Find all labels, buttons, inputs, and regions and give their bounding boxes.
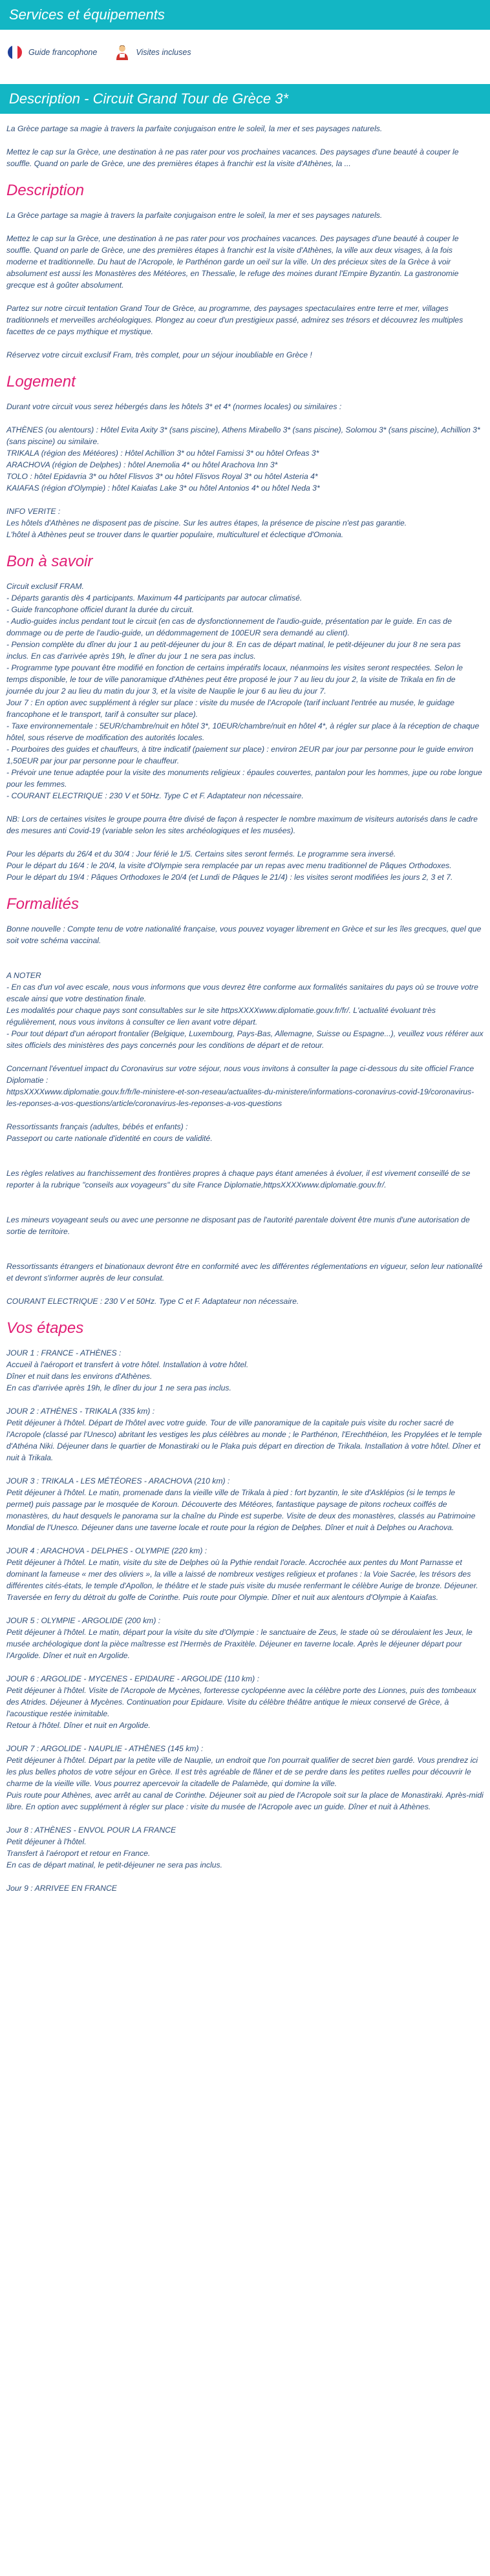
description-p3: Partez sur notre circuit tentation Grand Tour de Grèce, au programme, des paysages spectaculaires entre terre et mer, villages traditionnels et merveilles archéologiques. Plongez au coeur d'un prestigieux passé, admirez ses trésors et découvrez les multiples facettes de ce pays mythique et mystique. (6, 304, 463, 336)
bas-nb: NB: Lors de certaines visites le groupe pourra être divisé de façon à respecter le nombre maximum de visiteurs autorisés dans le cadre des mesures anti Covid-19 (variable selon les sites archéologiques et les musées). (6, 814, 478, 835)
bas-line: - Prévoir une tenue adaptée pour la visite des monuments religieux : épaules couvertes, pantalon pour les hommes, jupe ou robe longue pour les femmes. (6, 768, 482, 789)
day-line: Petit déjeuner à l'hôtel. Départ par la petite ville de Nauplie, un endroit que l'on pourrait qualifier de secret bien gardé. Vous prendrez ici les plus belles photos de votre séjour en Grèce. Il est très agréable de flâner et de se perdre dans les petites ruelles pour découvrir le charme de la vieille ville. Vous pourrez apercevoir la citadelle de Palamède, qui domine la ville. (6, 1756, 478, 1788)
services-title: Services et équipements (9, 6, 165, 23)
description-heading: Description (6, 182, 85, 199)
bon-a-savoir-section (0, 552, 490, 883)
bas-line: - Pension complète du dîner du jour 1 au petit-déjeuner du jour 8. En cas de départ matinal, le petit-déjeuner du jour 8 ne sera pas inclus. En cas d'arrivée après 19h, le dîner du jour 1 ne sera pas inclus. (6, 640, 461, 661)
day-title: JOUR 5 : OLYMPIE - ARGOLIDE (200 km) : (6, 1616, 161, 1625)
bas-date: Pour le départ du 16/4 : le 20/4, la visite d'Olympie sera remplacée par un repas avec menu traditionnel de Pâques Orthodoxes. (6, 861, 452, 870)
bon-a-savoir-heading: Bon à savoir (6, 553, 93, 570)
logement-intro: Durant votre circuit vous serez hébergés dans les hôtels 3* et 4* (normes locales) ou similaires : (6, 402, 342, 411)
bas-line: Circuit exclusif FRAM. (6, 582, 84, 591)
note-p1: - En cas d'un vol avec escale, nous vous informons que vous devrez être conforme aux formalités sanitaires du pays où se trouve votre escale ainsi que votre destination finale. (6, 983, 478, 1003)
formalites-heading: Formalités (6, 895, 80, 913)
note-p2: Les modalités pour chaque pays sont consultables sur le site httpsXXXXwww.diplomatie.gouv.fr/fr/. L'actualité évoluant très régulièrement, nous vous invitons à consulter ce lien avant votre départ. (6, 1006, 436, 1027)
note-p3: - Pour tout départ d'un aéroport frontalier (Belgique, Luxembourg, Pays-Bas, Allemagne, Suisse ou Espagne...), veuillez vous référer aux sites officiels des ministères des pays concernés pour les conditions de départ et de retour. (6, 1029, 484, 1050)
logement-heading: Logement (6, 373, 76, 390)
logement-line: ARACHOVA (région de Delphes) : hôtel Anemolia 4* ou hôtel Arachova Inn 3* (6, 460, 278, 469)
intro-p1: La Grèce partage sa magie à travers la parfaite conjugaison entre le soleil, la mer et ses paysages naturels. (6, 124, 383, 133)
covid-p1: Concernant l'éventuel impact du Coronavirus sur votre séjour, nous vous invitons à consulter la page ci-dessous du site officiel France Diplomatie : (6, 1064, 474, 1085)
day-line: Retour à l'hôtel. Dîner et nuit en Argolide. (6, 1721, 151, 1730)
etapes-section (0, 1319, 490, 1913)
service-guide-label: Guide francophone (28, 48, 98, 57)
day-line: Transfert à l'aéroport et retour en France. (6, 1849, 151, 1858)
bas-line: - Départs garantis dès 4 participants. Maximum 44 participants par autocar climatisé. (6, 593, 303, 602)
day-line: Petit déjeuner à l'hôtel. Le matin, départ pour la visite du site d'Olympie : le sanctuaire de Zeus, le stade où se déroulaient les Jeux, le musée archéologique dont la pièce maîtresse est l'Hermès de Praxitèle. Déjeuner en taverne locale. Après le déjeuner départ pour l'Argolide. Dîner et nuit en Argolide. (6, 1628, 473, 1660)
service-guide (8, 45, 97, 59)
day-line: Petit déjeuner à l'hôtel. Le matin, promenade dans la vieille ville de Trikala à pied : fort byzantin, le site d'Asklépios (si le temps le permet) puis passage par le mosquée de Koroun. Découverte des Météores, fantastique paysage de pitons rocheux coiffés de monastères, du haut desquels le panorama sur la chaîne du Pinde est superbe. Visite de deux des monastères, classés au Patrimoine Mondial de l'Unesco. Déjeuner dans une taverne locale et route pour la région de Delphes. Dîner et nuit à Delphes ou Arachova. (6, 1488, 476, 1532)
france-flag-icon (8, 45, 22, 59)
info-verite-line: L'hôtel à Athènes peut se trouver dans le quartier populaire, multiculturel et éclectique d'Omonia. (6, 530, 344, 539)
logement-line: KAIAFAS (région d'Olympie) : hôtel Kaiafas Lake 3* ou hôtel Antonios 4* ou hôtel Neda 3* (6, 484, 320, 493)
formalites-courant: COURANT ELECTRIQUE : 230 V et 50Hz. Type C et F. Adaptateur non nécessaire. (6, 1297, 299, 1306)
day-title: JOUR 4 : ARACHOVA - DELPHES - OLYMPIE (220 km) : (6, 1546, 208, 1555)
logement-line: TOLO : hôtel Epidavria 3* ou hôtel Flisvos 3* ou hôtel Flisvos Royal 3* ou hôtel Asteria 4* (6, 472, 318, 481)
etapes-heading: Vos étapes (6, 1319, 84, 1337)
description-bar-title: Description - Circuit Grand Tour de Grèce 3* (9, 90, 289, 107)
info-verite-title: INFO VERITE : (6, 507, 61, 516)
bas-line: - Taxe environnementale : 5EUR/chambre/nuit en hôtel 3*, 10EUR/chambre/nuit en hôtel 4*, à régler sur place à la réception de chaque hôtel, sous réserve de modification des autorités locales. (6, 721, 480, 742)
day-title: JOUR 3 : TRIKALA - LES MÉTÉORES - ARACHOVA (210 km) : (6, 1476, 230, 1485)
bas-date: Pour le départ du 19/4 : Pâques Orthodoxes le 20/4 (et Lundi de Pâques le 21/4) : les visites seront modifiées les jours 2, 3 et 7. (6, 873, 453, 882)
day-title: JOUR 2 : ATHÈNES - TRIKALA (335 km) : (6, 1407, 155, 1416)
etrangers-p1: Ressortissants étrangers et binationaux devront être en conformité avec les différentes réglementations en vigueur, selon leur nationalité et devront s'informer auprès de leur consulat. (6, 1262, 483, 1283)
day-line: Accueil à l'aéroport et transfert à votre hôtel. Installation à votre hôtel. (6, 1360, 249, 1369)
day-line: En cas d'arrivée après 19h, le dîner du jour 1 ne sera pas inclus. (6, 1383, 231, 1392)
day-title: Jour 9 : ARRIVEE EN FRANCE (6, 1884, 117, 1893)
description-section (0, 181, 490, 361)
bas-line: - Guide francophone officiel durant la durée du circuit. (6, 605, 194, 614)
day-title: JOUR 7 : ARGOLIDE - NAUPLIE - ATHÈNES (145 km) : (6, 1744, 204, 1753)
day-line: Puis route pour Athènes, avec arrêt au canal de Corinthe. Déjeuner soit au pied de l'Acropole soit sur la place de Monastiraki. Après-midi libre. En option avec supplément à régler sur place : visite du musée de l'Acropole avec un guide. Dîner et nuit à Athènes. (6, 1791, 484, 1811)
day-line: Dîner et nuit dans les environs d'Athènes. (6, 1372, 153, 1381)
note-title: A NOTER (6, 971, 41, 980)
bas-line: Jour 7 : En option avec supplément à régler sur place : visite du musée de l'Acropole (tarif incluant l'entrée au musée, le guidage francophone et le transport, tarif à consulter sur place). (6, 698, 454, 719)
bas-line: - COURANT ELECTRIQUE : 230 V et 50Hz. Type C et F. Adaptateur non nécessaire. (6, 791, 304, 800)
day-line: Petit déjeuner à l'hôtel. (6, 1837, 87, 1846)
day-title: Jour 8 : ATHÈNES - ENVOL POUR LA FRANCE (6, 1826, 176, 1835)
service-visits-label: Visites incluses (136, 48, 191, 57)
covid-p2: httpsXXXXwww.diplomatie.gouv.fr/fr/le-ministere-et-son-reseau/actualites-du-ministere/informations-coronavirus-covid-19/coronavirus-les-reponses-a-vos-questions/article/coronavirus-les-reponses-a-vos-questions (6, 1087, 474, 1108)
bas-line: - Audio-guides inclus pendant tout le circuit (en cas de dysfonctionnement de l'audio-guide, présentation par le guide. En cas de dommage ou de perte de l'audio-guide, un dédommagement de 100EUR sera demandé au client). (6, 617, 452, 637)
day-line: En cas de départ matinal, le petit-déjeuner ne sera pas inclus. (6, 1860, 222, 1869)
intro-section (0, 114, 490, 169)
day-title: JOUR 6 : ARGOLIDE - MYCENES - EPIDAURE - ARGOLIDE (110 km) : (6, 1674, 259, 1683)
logement-section (0, 372, 490, 540)
regles-p1: Les règles relatives au franchissement des frontières propres à chaque pays étant amenées à évoluer, il est vivement conseillé de se reporter à la rubrique "conseils aux voyageurs" du site France Diplomatie,httpsXXXXwww.diplomatie.gouv.fr/. (6, 1169, 471, 1189)
bas-line: - Pourboires des guides et chauffeurs, à titre indicatif (paiement sur place) : environ 2EUR par jour par personne pour le guide environ 1,50EUR par jour par personne pour le chauffeur. (6, 745, 474, 765)
description-p4: Réservez votre circuit exclusif Fram, très complet, pour un séjour inoubliable en Grèce ! (6, 350, 312, 359)
mineurs-p1: Les mineurs voyageant seuls ou avec une personne ne disposant pas de l'autorité parentale doivent être munis d'une autorisation de sortie de territoire. (6, 1215, 470, 1236)
formalites-p1: Bonne nouvelle : Compte tenu de votre nationalité française, vous pouvez voyager librement en Grèce et sur les îles grecques, quel que soit votre schéma vaccinal. (6, 924, 482, 945)
visa-person-icon (115, 44, 129, 61)
service-visits (115, 44, 191, 61)
ressort-p2: Passeport ou carte nationale d'identité en cours de validité. (6, 1134, 213, 1143)
formalites-section (0, 895, 490, 1307)
services-list (0, 30, 490, 75)
info-verite-line: Les hôtels d'Athènes ne disposent pas de piscine. Sur les autres étapes, la présence de piscine n'est pas garantie. (6, 518, 407, 527)
logement-line: ATHÈNES (ou alentours) : Hôtel Evita Axity 3* (sans piscine), Athens Mirabello 3* (sans piscine), Solomou 3* (sans piscine), Achillion 3* (sans piscine) ou similaire. (6, 425, 480, 446)
intro-p2: Mettez le cap sur la Grèce, une destination à ne pas rater pour vos prochaines vacances. Des paysages d'une beauté à couper le souffle. Quand on parle de Grèce, une des premières étapes à franchir est la visite d'Athènes, la ... (6, 147, 459, 168)
day-line: Petit déjeuner à l'hôtel. Départ de l'hôtel avec votre guide. Tour de ville panoramique de la capitale puis visite du rocher sacré de l'Acropole (classé par l'Unesco) abritant les vestiges les plus célèbres au monde ; le Parthénon, l'Erechthéion, les Propylées et le temple d'Athéna Niki. Déjeuner dans le quartier de Monastiraki ou le Plaka puis départ en direction de Trikala. Installation à votre hôtel. Dîner et nuit à Trikala. (6, 1418, 482, 1462)
services-header (0, 0, 490, 30)
logement-line: TRIKALA (région des Météores) : Hôtel Achillion 3* ou hôtel Famissi 3* ou hôtel Orfeas 3* (6, 449, 319, 458)
day-line: Petit déjeuner à l'hôtel. Le matin, visite du site de Delphes où la Pythie rendait l'oracle. Accrochée aux pentes du Mont Parnasse et dominant la fameuse « mer des oliviers », la ville a laissé de nombreux vestiges religieux et profanes : la Voie Sacrée, les trésors des différentes cités-états, le temple d'Apollon, le théâtre et le stade puis visite du musée renfermant le célèbre Aurige de bronze. Déjeuner. Traversée en ferry du détroit du golfe de Corinthe. Puis route pour Olympie. Dîner et nuit aux alentours d'Olympie à Kaiafas. (6, 1558, 478, 1602)
description-header (0, 84, 490, 114)
day-line: Petit déjeuner à l'hôtel. Visite de l'Acropole de Mycènes, forteresse cyclopéenne avec la célèbre porte des Lionnes, puis des tombeaux des Atrides. Déjeuner à Mycènes. Continuation pour Epidaure. Visite du célèbre théâtre antique le mieux conservé de Grèce, à l'acoustique restée inimitable. (6, 1686, 476, 1718)
bas-line: - Programme type pouvant être modifié en fonction de certains impératifs locaux, néanmoins les visites seront respectées. Selon le temps disponible, le tour de ville panoramique d'Athènes peut être proposé le jour 7 au lieu du jour 2, la visite de Trikala en fin de journée du jour 2 au lieu du matin du jour 3, et la visite de Nauplie le jour 6 au lieu du jour 7. (6, 663, 463, 696)
ressort-p1: Ressortissants français (adultes, bébés et enfants) : (6, 1122, 188, 1131)
bas-date: Pour les départs du 26/4 et du 30/4 : Jour férié le 1/5. Certains sites seront fermés. Le programme sera inversé. (6, 849, 396, 858)
description-p2: Mettez le cap sur la Grèce, une destination à ne pas rater pour vos prochaines vacances. Des paysages d'une beauté à couper le souffle. Quand on parle de Grèce, une des premières étapes à franchir est la visite d'Athènes, la ville aux deux visages, à la fois moderne et traditionnelle. Du haut de l'Acropole, le Parthénon garde un oeil sur la ville. Un des précieux sites de la Grèce à voir absolument est aussi les Monastères des Météores, en Thessalie, le refuge des moines durant l'Empire Byzantin. La gastronomie grecque est à goûter absolument. (6, 234, 459, 290)
day-title: JOUR 1 : FRANCE - ATHÈNES : (6, 1348, 122, 1357)
description-p1: La Grèce partage sa magie à travers la parfaite conjugaison entre le soleil, la mer et ses paysages naturels. (6, 211, 383, 220)
